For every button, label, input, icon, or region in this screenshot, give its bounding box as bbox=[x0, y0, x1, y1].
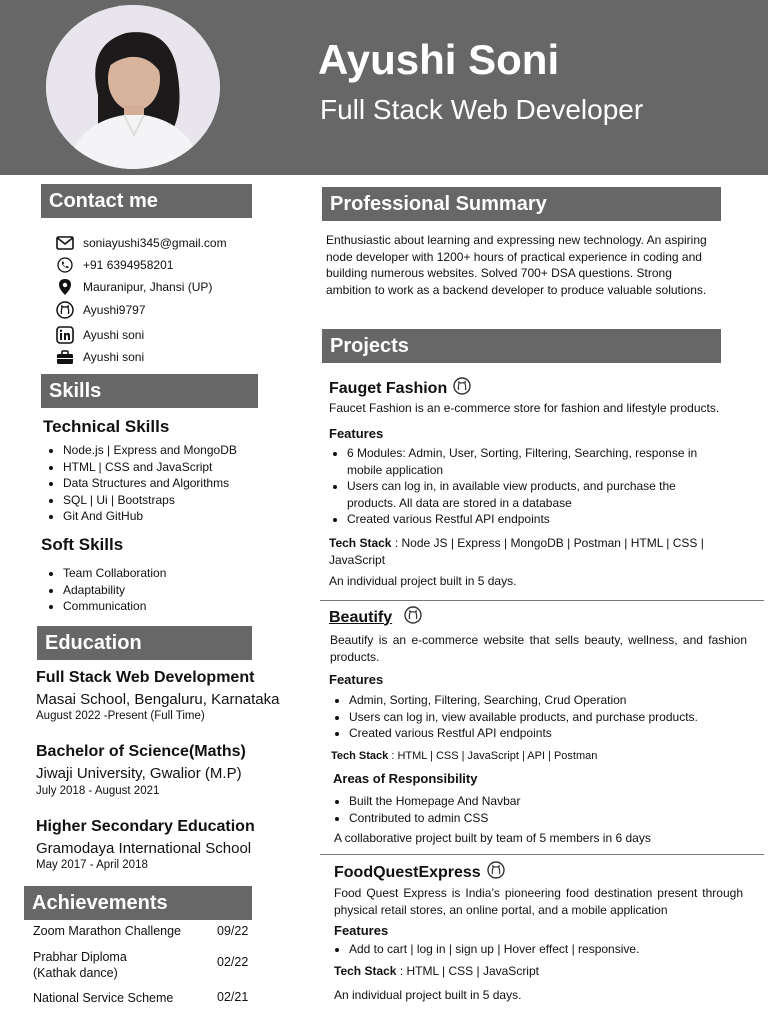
list-item: • Users can log in, view available products, and purchase products. bbox=[349, 709, 749, 726]
soft-skills-heading: Soft Skills bbox=[41, 535, 124, 554]
list-item: • Git And GitHub bbox=[63, 508, 237, 525]
features-label: Features bbox=[329, 672, 384, 687]
profile-photo bbox=[46, 5, 220, 169]
list-item: • Adaptability bbox=[63, 582, 166, 599]
soft-skills-list bbox=[45, 565, 166, 615]
github-icon[interactable] bbox=[404, 606, 422, 629]
candidate-role: Full Stack Web Developer bbox=[320, 94, 644, 125]
project-title: Beautify bbox=[329, 606, 422, 629]
achievement-date: 09/22 bbox=[217, 924, 249, 938]
list-item: • Admin, Sorting, Filtering, Searching, Crud Operation bbox=[349, 692, 749, 709]
list-item: • Built the Homepage And Navbar bbox=[349, 793, 520, 810]
list-item: • Contributed to admin CSS bbox=[349, 810, 520, 827]
features-list bbox=[331, 692, 749, 742]
list-item: • HTML | CSS and JavaScript bbox=[63, 459, 237, 476]
divider bbox=[320, 854, 764, 855]
list-item: • SQL | Ui | Bootstraps bbox=[63, 492, 237, 509]
github-icon[interactable] bbox=[453, 377, 471, 400]
project-note: An individual project built in 5 days. bbox=[334, 988, 522, 1002]
project-title: FoodQuestExpress bbox=[334, 861, 505, 884]
tech-stack: Tech Stack : Node JS | Express | MongoDB | Postman | HTML | CSS | JavaScript bbox=[329, 536, 704, 567]
contact-portfolio[interactable]: Ayushi soni bbox=[55, 347, 144, 367]
mail-icon bbox=[55, 233, 75, 253]
divider bbox=[320, 600, 764, 601]
responsibility-list bbox=[331, 793, 520, 826]
project-note: A collaborative project built by team of 5 members in 6 days bbox=[334, 831, 651, 845]
education-heading: Education bbox=[37, 626, 252, 660]
projects-heading: Projects bbox=[322, 329, 721, 363]
education-school: Jiwaji University, Gwalior (M.P) bbox=[36, 765, 242, 782]
list-item: • Created various Restful API endpoints bbox=[349, 725, 749, 742]
linkedin-icon bbox=[55, 325, 75, 345]
list-item: • Communication bbox=[63, 598, 166, 615]
education-dates: May 2017 - April 2018 bbox=[36, 859, 148, 871]
list-item: • Team Collaboration bbox=[63, 565, 166, 582]
project-note: An individual project built in 5 days. bbox=[329, 574, 517, 588]
list-item: • 6 Modules: Admin, User, Sorting, Filtering, Searching, response in mobile application bbox=[347, 445, 727, 478]
technical-skills-list bbox=[45, 442, 237, 525]
education-degree: Full Stack Web Development bbox=[36, 669, 255, 686]
achievements-heading: Achievements bbox=[24, 886, 252, 920]
contact-email: soniayushi345@gmail.com bbox=[55, 233, 227, 253]
phone-icon bbox=[55, 255, 75, 275]
list-item: • Add to cart | log in | sign up | Hover effect | responsive. bbox=[349, 941, 639, 958]
education-degree: Higher Secondary Education bbox=[36, 818, 255, 835]
contact-location: Mauranipur, Jhansi (UP) bbox=[55, 277, 212, 297]
contact-phone: +91 6394958201 bbox=[55, 255, 173, 275]
summary-heading: Professional Summary bbox=[322, 187, 721, 221]
project-description: Faucet Fashion is an e-commerce store for fashion and lifestyle products. bbox=[329, 401, 720, 415]
contact-heading: Contact me bbox=[41, 184, 252, 218]
github-icon[interactable] bbox=[487, 861, 505, 884]
education-dates: July 2018 - August 2021 bbox=[36, 785, 160, 797]
responsibility-label: Areas of Responsibility bbox=[333, 771, 478, 786]
features-label: Features bbox=[329, 426, 384, 441]
list-item: • Node.js | Express and MongoDB bbox=[63, 442, 237, 459]
contact-github[interactable]: Ayushi9797 bbox=[55, 300, 146, 320]
achievement-date: 02/22 bbox=[217, 955, 249, 969]
github-icon bbox=[55, 300, 75, 320]
list-item: • Data Structures and Algorithms bbox=[63, 475, 237, 492]
project-description: Food Quest Express is India’s pioneering food destination present through physical retail stores, an online portal, and a mobile application bbox=[334, 886, 743, 917]
achievement-name: Prabhar Diploma (Kathak dance) bbox=[33, 950, 127, 980]
summary-text: Enthusiastic about learning and expressing new technology. An aspiring node developer with 1200+ hours of practical experience in coding and building numerous websites. Solved 700+ DSA questions. Strong ambition to work as a backend developer to produce valuable solutions. bbox=[326, 233, 707, 297]
tech-stack: Tech Stack : HTML | CSS | JavaScript bbox=[334, 964, 539, 978]
technical-skills-heading: Technical Skills bbox=[43, 417, 170, 436]
education-school: Gramodaya International School bbox=[36, 840, 252, 857]
education-degree: Bachelor of Science(Maths) bbox=[36, 743, 246, 760]
list-item: • Created various Restful API endpoints bbox=[347, 511, 727, 528]
project-description: Beautify is an e-commerce website that sells beauty, wellness, and fashion products. bbox=[330, 633, 747, 664]
project-title: Fauget Fashion bbox=[329, 377, 471, 400]
skills-heading: Skills bbox=[41, 374, 258, 408]
achievement-name: National Service Scheme bbox=[33, 991, 174, 1005]
features-label: Features bbox=[334, 923, 389, 938]
list-item: • Users can log in, in available view products, and purchase the products. All data are stored in a database bbox=[347, 478, 727, 511]
candidate-name: Ayushi Soni bbox=[318, 36, 560, 83]
briefcase-icon bbox=[55, 347, 75, 367]
achievement-name: Zoom Marathon Challenge bbox=[33, 924, 181, 938]
achievement-date: 02/21 bbox=[217, 990, 249, 1004]
location-icon bbox=[55, 277, 75, 297]
header-banner bbox=[0, 0, 768, 175]
contact-linkedin[interactable]: Ayushi soni bbox=[55, 325, 144, 345]
education-dates: August 2022 -Present (Full Time) bbox=[36, 710, 205, 722]
tech-stack: Tech Stack : HTML | CSS | JavaScript | API | Postman bbox=[331, 750, 598, 762]
features-list bbox=[331, 941, 639, 958]
features-list bbox=[329, 445, 727, 528]
education-school: Masai School, Bengaluru, Karnataka bbox=[36, 691, 280, 708]
